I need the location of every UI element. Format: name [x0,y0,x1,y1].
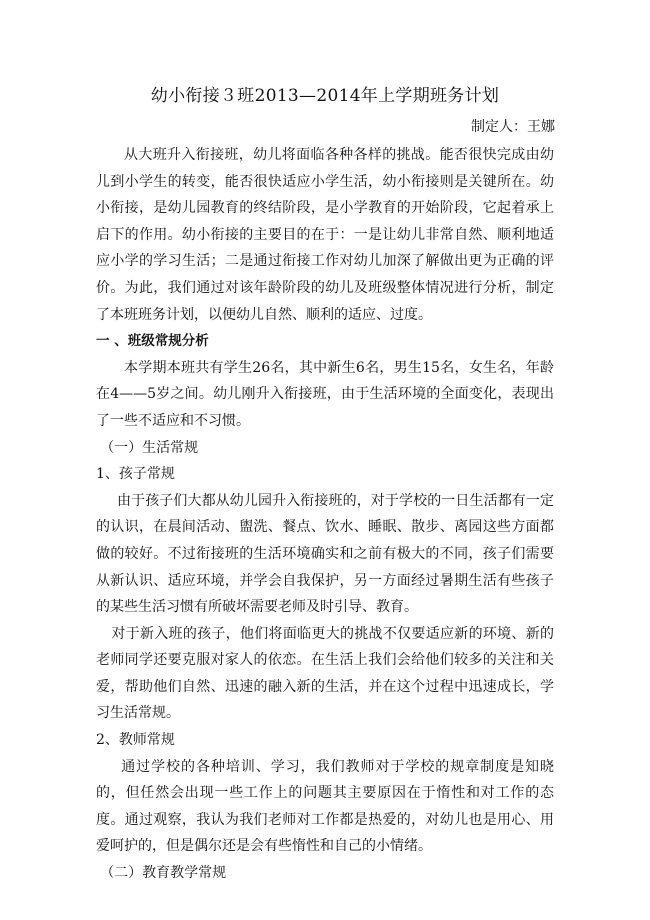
document-title: 幼小衔接３班2013—2014年上学期班务计划 [150,86,500,106]
document-body [96,142,554,887]
item-heading-children: 1、孩子常规 [96,466,175,483]
class-overview-paragraph: 本学期本班共有学生26名，其中新生6名，男生15名，女生名，年龄在4——5岁之间。幼儿刚升入衔接班，由于生活环境的全面变化，表现出了一些不适应和不习惯。 [96,359,554,429]
item-heading-teachers: 2、教师常规 [96,732,175,749]
section-heading: 一 、班级常规分析 [96,333,209,350]
intro-paragraph: 从大班升入衔接班，幼儿将面临各种各样的挑战。能否很快完成由幼儿到小学生的转变，能否很快适应小学生活，幼小衔接则是关键所在。幼小衔接，是幼儿园教育的终结阶段，是小学教育的开始阶段，它起着承上启下的作用。幼小衔接的主要目的在于：一是让幼儿非常自然、顺利地适应小学的学习生活；二是通过衔接工作对幼儿加深了解做出更为正确的评价。为此，我们通过对该年龄阶段的幼儿及班级整体情况进行分析，制定了本班班务计划，以便幼儿自然、顺利的适应、过度。 [96,147,554,323]
children-routine-paragraph-2: 对于新入班的孩子，他们将面临更大的挑战不仅要适应新的环境、新的老师同学还要克服对家人的依恋。在生活上我们会给他们较多的关注和关爱，帮助他们自然、迅速的融入新的生活，并在这个过程中迅速成长，学习生活常规。 [96,625,554,722]
document-author: 制定人：王娜 [471,119,555,135]
subsection-heading-teaching: （二）教育教学常规 [100,865,227,882]
children-routine-paragraph-1: 由于孩子们大都从幼儿园升入衔接班的，对于学校的一日生活都有一定的认识，在晨间活动、盥洗、餐点、饮水、睡眠、散步、离园这些方面都做的较好。不过衔接班的生活环境确实和之前有极大的不同，孩子们需要从新认识、适应环境，并学会自我保护，另一方面经过暑期生活有些孩子的某些生活习惯有所破坏需要老师及时引导、教育。 [96,492,554,616]
teacher-routine-paragraph: 通过学校的各种培训、学习，我们教师对于学校的规章制度是知晓的，但任然会出现一些工作上的问题其主要原因在于惰性和对工作的态度。通过观察，我认为我们老师对工作都是热爱的，对幼儿也是用心、用爱呵护的，但是偶尔还是会有些惰性和自己的小情绪。 [96,758,554,855]
subsection-heading-life: （一）生活常规 [100,439,199,456]
